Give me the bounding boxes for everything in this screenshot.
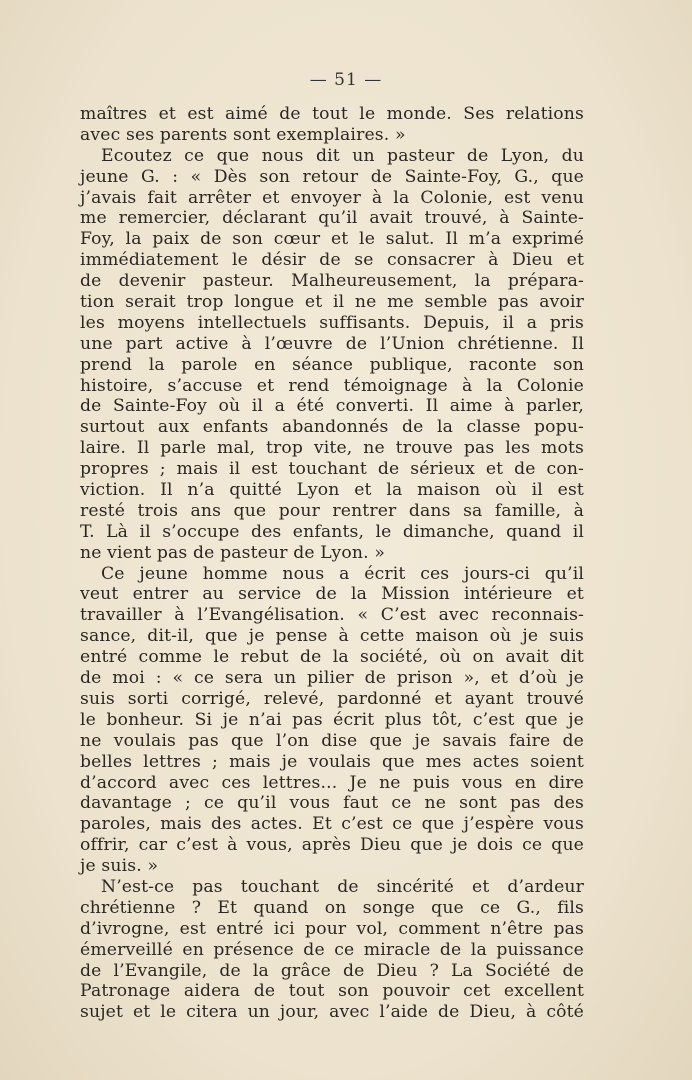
text-line: Patronage aidera de tout son pouvoir cet excellent (80, 981, 584, 1002)
text-line: de l’Evangile, de la grâce de Dieu ? La Société de (80, 960, 584, 981)
text-line: entré comme le rebut de la société, où on avait dit (80, 647, 584, 668)
text-line: avec ses parents sont exemplaires. » (80, 124, 406, 145)
text-line: j’avais fait arrêter et envoyer à la Colonie, est venu (80, 187, 584, 208)
text-line: de moi : « ce sera un pilier de prison », et d’où je (80, 668, 584, 689)
text-line: ne vient pas de pasteur de Lyon. » (80, 542, 386, 563)
text-line: Ce jeune homme nous a écrit ces jours-ci qu’il (101, 563, 584, 584)
body-text (80, 104, 584, 1023)
text-line: d’ivrogne, est entré ici pour vol, comment n’être pas (80, 918, 584, 939)
text-line: histoire, s’accuse et rend témoignage à la Colonie (80, 375, 584, 396)
text-line: d’accord avec ces lettres... Je ne puis vous en dire (80, 772, 584, 793)
text-line: prend la parole en séance publique, raconte son (80, 354, 584, 375)
text-line: ne voulais pas que l’on dise que je savais faire de (80, 730, 584, 751)
text-line: propres ; mais il est touchant de sérieux et de con- (80, 459, 584, 480)
text-line: offrir, car c’est à vous, après Dieu que je dois ce que (80, 835, 584, 856)
text-line: viction. Il n’a quitté Lyon et la maison où il est (80, 480, 584, 501)
text-line: suis sorti corrigé, relevé, pardonné et ayant trouvé (80, 688, 584, 709)
text-line: jeune G. : « Dès son retour de Sainte-Foy, G., que (80, 166, 584, 187)
text-line: émerveillé en présence de ce miracle de la puissance (80, 939, 584, 960)
text-line: surtout aux enfants abandonnés de la classe popu- (80, 417, 584, 438)
page-number: — 51 — (309, 70, 383, 90)
text-line: davantage ; ce qu’il vous faut ce ne sont pas des (80, 793, 584, 814)
text-line: T. Là il s’occupe des enfants, le dimanche, quand il (80, 521, 584, 542)
text-line: les moyens intellectuels suffisants. Depuis, il a pris (80, 312, 584, 333)
text-line: je suis. » (80, 856, 159, 877)
text-line: sance, dit-il, que je pense à cette maison où je suis (80, 626, 584, 647)
text-line: N’est-ce pas touchant de sincérité et d’ardeur (101, 876, 584, 897)
text-line: Ecoutez ce que nous dit un pasteur de Lyon, du (101, 145, 584, 166)
text-line: me remercier, déclarant qu’il avait trouvé, à Sainte- (80, 208, 584, 229)
text-line: paroles, mais des actes. Et c’est ce que j’espère vous (80, 814, 584, 835)
text-line: de devenir pasteur. Malheureusement, la prépara- (80, 271, 584, 292)
text-line: le bonheur. Si je n’ai pas écrit plus tôt, c’est que je (80, 709, 584, 730)
text-line: une part active à l’œuvre de l’Union chrétienne. Il (80, 333, 584, 354)
text-line: travailler à l’Evangélisation. « C’est avec reconnais- (80, 605, 584, 626)
text-line: maîtres et est aimé de tout le monde. Ses relations (80, 104, 584, 124)
text-line: veut entrer au service de la Mission intérieure et (80, 584, 584, 605)
text-line: immédiatement le désir de se consacrer à Dieu et (80, 250, 584, 271)
text-line: chrétienne ? Et quand on songe que ce G., fils (80, 897, 584, 918)
text-line: de Sainte-Foy où il a été converti. Il aime à parler, (80, 396, 584, 417)
text-line: tion serait trop longue et il ne me semble pas avoir (80, 292, 584, 313)
text-line: belles lettres ; mais je voulais que mes actes soient (80, 751, 584, 772)
text-line: resté trois ans que pour rentrer dans sa famille, à (80, 500, 584, 521)
text-line: Foy, la paix de son cœur et le salut. Il m’a exprimé (80, 229, 584, 250)
text-line: laire. Il parle mal, trop vite, ne trouve pas les mots (80, 438, 584, 459)
text-line: sujet et le citera un jour, avec l’aide de Dieu, à côté (80, 1002, 584, 1023)
